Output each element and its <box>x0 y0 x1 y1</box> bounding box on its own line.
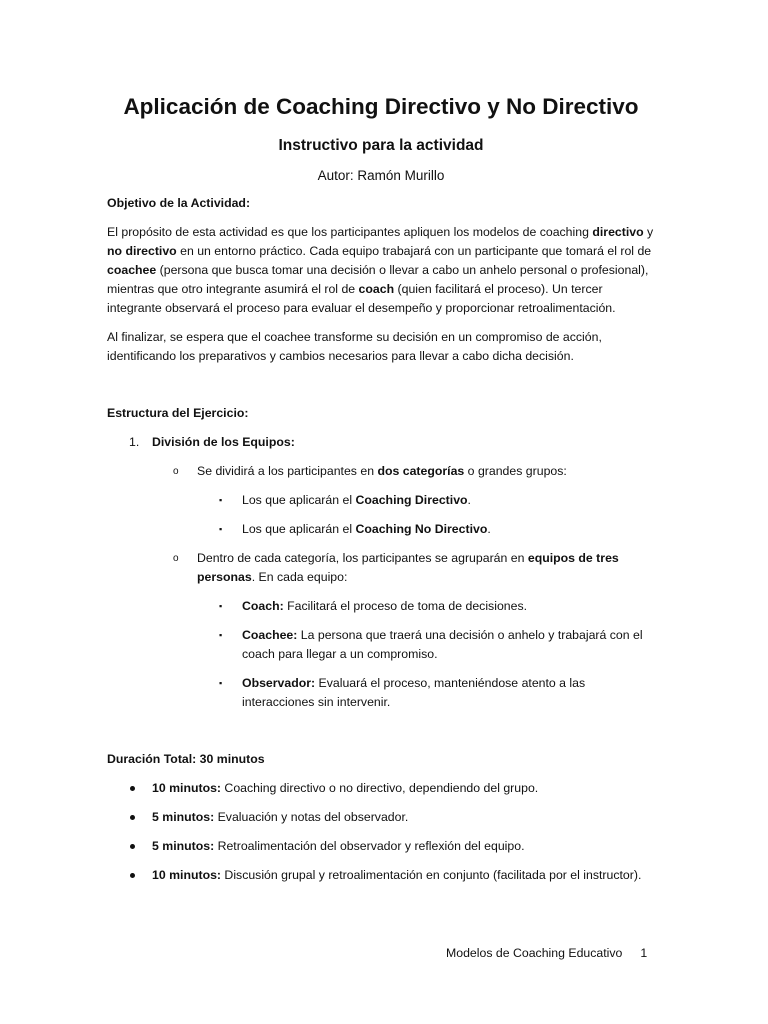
document-title: Aplicación de Coaching Directivo y No Directivo <box>123 94 639 119</box>
text-run: Discusión grupal y retroalimentación en conjunto (facilitada por el instructor). <box>221 868 642 882</box>
text-run: Retroalimentación del observador y reflexión del equipo. <box>214 839 525 853</box>
text-run: Los que aplicarán el <box>242 522 356 536</box>
bold-run: directivo <box>592 225 644 239</box>
square-bullet-icon: ▪ <box>219 495 223 505</box>
text-run: Evaluará el proceso, manteniéndose atento a las interacciones sin intervenir. <box>242 676 586 709</box>
objective-paragraph-1 <box>107 223 655 318</box>
objective-heading: Objetivo de la Actividad: <box>107 196 251 210</box>
bold-run: coachee <box>107 263 157 277</box>
bold-run: Observador: <box>242 676 316 690</box>
text-run: . <box>487 522 491 536</box>
author-line: Autor: Ramón Murillo <box>317 168 445 183</box>
duration-item <box>107 837 655 856</box>
square-bullet-icon: ▪ <box>219 630 223 640</box>
circle-bullet-icon: o <box>173 553 179 564</box>
sublist-item-coachee <box>107 626 655 664</box>
sublist-item-teams <box>107 549 655 587</box>
bold-run: coach <box>358 282 395 296</box>
duration-item <box>107 779 655 798</box>
text-run: Facilitará el proceso de toma de decisiones. <box>283 599 528 613</box>
bold-run: no directivo <box>107 244 177 258</box>
text-run: Se dividirá a los participantes en <box>197 464 378 478</box>
bold-run: Coachee: <box>242 628 298 642</box>
structure-item-1-label: División de los Equipos: <box>152 435 295 449</box>
text-run: . <box>467 493 471 507</box>
bullet-dot-icon <box>130 815 135 820</box>
sublist-item-coach <box>107 597 655 616</box>
page-content <box>107 92 655 885</box>
sublist-item-categories <box>107 462 655 481</box>
structure-heading: Estructura del Ejercicio: <box>107 406 249 420</box>
text-run: en un entorno práctico. Cada equipo trabajará con un participante que tomará el rol de <box>176 244 652 258</box>
bold-run: Coaching No Directivo <box>355 522 488 536</box>
text-run: (quien facilitará el proceso). Un tercer integrante observará el proceso para evaluar el desempeño y proporcionar retroalimentación. <box>107 282 616 315</box>
bullet-dot-icon <box>130 873 135 878</box>
circle-bullet-icon: o <box>173 466 179 477</box>
bold-run: 10 minutos: <box>152 781 222 795</box>
square-bullet-icon: ▪ <box>219 678 223 688</box>
footer-text: Modelos de Coaching Educativo <box>446 946 623 960</box>
list-number: 1. <box>129 435 140 449</box>
bold-run: equipos de tres personas <box>197 551 619 584</box>
bold-run: Coach: <box>242 599 284 613</box>
duration-heading: Duración Total: 30 minutos <box>107 752 265 766</box>
text-run: o grandes grupos: <box>464 464 567 478</box>
text-run: . En cada equipo: <box>251 570 348 584</box>
text-run: La persona que traerá una decisión o anhelo y trabajará con el coach para llegar a un compromiso. <box>242 628 643 661</box>
square-bullet-icon: ▪ <box>219 601 223 611</box>
text-run: Evaluación y notas del observador. <box>214 810 409 824</box>
square-bullet-icon: ▪ <box>219 524 223 534</box>
sublist-item-no-directivo <box>107 520 655 539</box>
text-run: Coaching directivo o no directivo, dependiendo del grupo. <box>221 781 539 795</box>
text-run: y <box>643 225 654 239</box>
text-run: El propósito de esta actividad es que los participantes apliquen los modelos de coaching <box>107 225 593 239</box>
bullet-dot-icon <box>130 844 135 849</box>
text-run: (persona que busca tomar una decisión o llevar a cabo un anhelo personal o profesional), mientras que otro integrante asumirá el rol de <box>107 263 649 296</box>
sublist-item-directivo <box>107 491 655 510</box>
duration-item <box>107 808 655 827</box>
bullet-dot-icon <box>130 786 135 791</box>
text-run: Los que aplicarán el <box>242 493 356 507</box>
structure-item-1 <box>107 433 655 452</box>
text-run: Dentro de cada categoría, los participantes se agruparán en <box>197 551 528 565</box>
duration-item <box>107 866 655 885</box>
bold-run: 10 minutos: <box>152 868 222 882</box>
page-footer <box>446 944 647 962</box>
objective-paragraph-2: Al finalizar, se espera que el coachee transforme su decisión en un compromiso de acción, identificando los preparativos y cambios necesarios para llevar a cabo dicha decisión. <box>107 330 602 363</box>
bold-run: Coaching Directivo <box>355 493 468 507</box>
bold-run: 5 minutos: <box>152 839 215 853</box>
page-number: 1 <box>640 946 648 960</box>
bold-run: 5 minutos: <box>152 810 215 824</box>
bold-run: dos categorías <box>377 464 465 478</box>
sublist-item-observador <box>107 674 655 712</box>
document-subtitle: Instructivo para la actividad <box>278 137 484 154</box>
